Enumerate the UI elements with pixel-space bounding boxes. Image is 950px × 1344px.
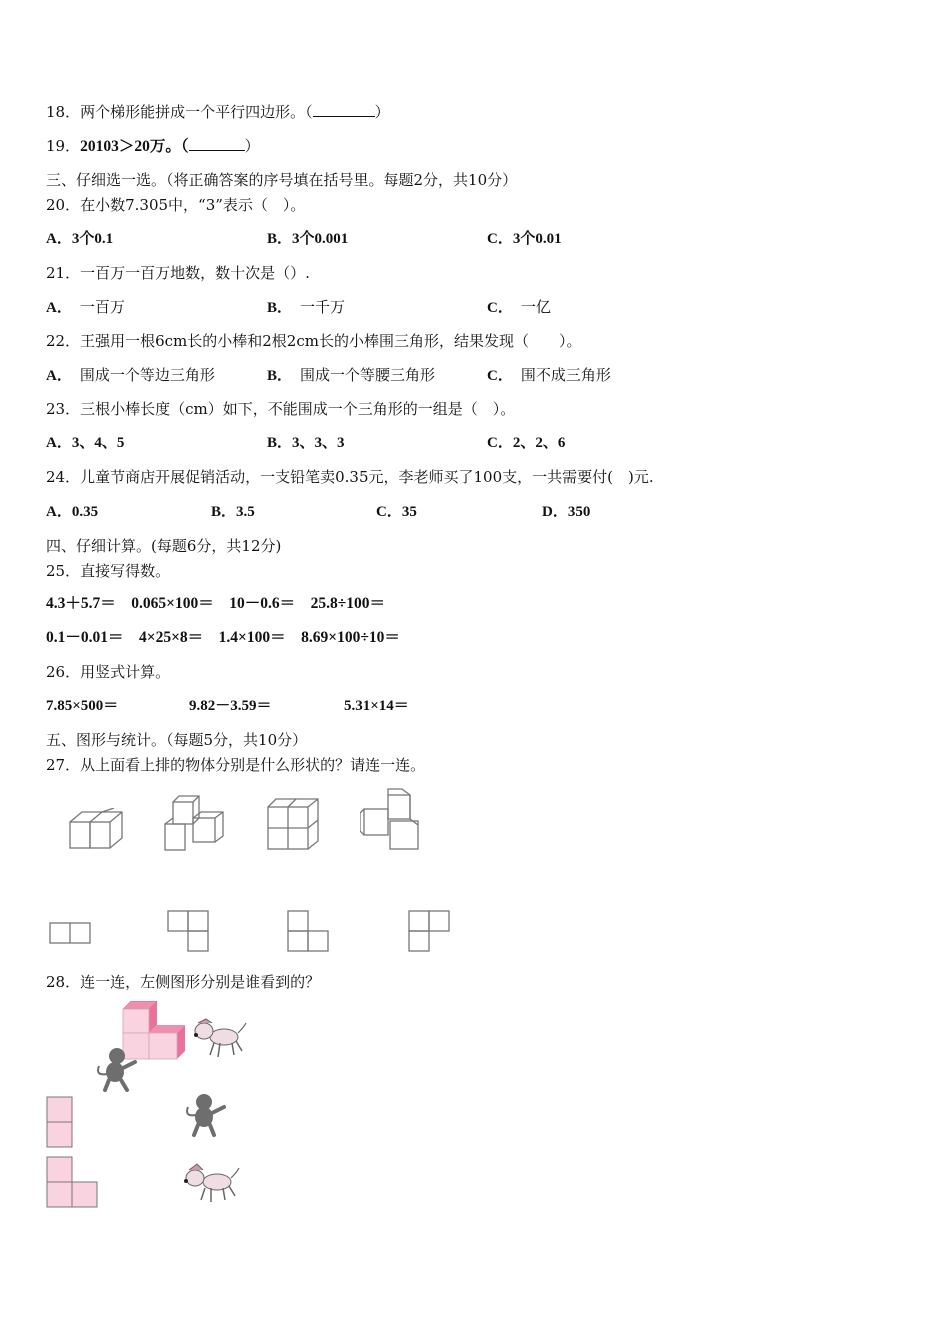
option-text: 3个0.001 bbox=[292, 231, 349, 247]
q24-option-b[interactable] bbox=[211, 502, 255, 522]
q26-item-2: 9.82－3.59＝ bbox=[189, 698, 272, 714]
q21-option-c[interactable] bbox=[487, 297, 551, 318]
q27-object-2[interactable] bbox=[163, 794, 225, 854]
q28-monkey-icon[interactable] bbox=[182, 1093, 228, 1139]
option-text: 3、3、3 bbox=[292, 435, 345, 451]
option-text: 一亿 bbox=[520, 298, 551, 316]
q19-stem: 20103＞20万。（ bbox=[80, 138, 189, 155]
option-label: C． bbox=[487, 231, 513, 247]
q21-option-a[interactable] bbox=[46, 297, 125, 318]
q28-dog-icon-top bbox=[190, 1015, 248, 1061]
q27-view-1[interactable] bbox=[49, 922, 91, 944]
option-label: A． bbox=[46, 368, 72, 384]
q26-item-1: 7.85×500＝ bbox=[46, 698, 119, 714]
q22-option-b[interactable] bbox=[267, 365, 435, 386]
option-label: A． bbox=[46, 231, 72, 247]
option-label: B． bbox=[267, 368, 293, 384]
q20-option-a[interactable] bbox=[46, 229, 113, 249]
option-label: C． bbox=[376, 504, 402, 520]
question-28-stem: 28．连一连，左侧图形分别是谁看到的？ bbox=[46, 973, 321, 991]
question-21-stem: 21．一百万一百万地数，数十次是（）. bbox=[46, 264, 310, 282]
q27-object-4[interactable] bbox=[360, 787, 424, 851]
q28-view-2[interactable] bbox=[46, 1156, 100, 1208]
q25-row-1: 4.3＋5.7＝ 0.065×100＝ 10－0.6＝ 25.8÷100＝ bbox=[46, 595, 385, 612]
q23-option-a[interactable] bbox=[46, 433, 124, 453]
q28-dog-icon[interactable] bbox=[181, 1162, 241, 1206]
section-5-title: 五、图形与统计。（每题5分，共10分） bbox=[46, 731, 308, 749]
q19-close: ） bbox=[244, 137, 260, 155]
option-label: B． bbox=[267, 300, 293, 316]
q21-option-b[interactable] bbox=[267, 297, 345, 318]
q28-view-1[interactable] bbox=[46, 1096, 74, 1148]
question-26-stem: 26．用竖式计算。 bbox=[46, 663, 171, 681]
q23-option-b[interactable] bbox=[267, 433, 345, 453]
option-text: 围成一个等边三角形 bbox=[79, 366, 215, 384]
q25-row-2: 0.1－0.01＝ 4×25×8＝ 1.4×100＝ 8.69×100÷10＝ bbox=[46, 629, 400, 646]
q23-option-c[interactable] bbox=[487, 433, 565, 453]
q27-view-4[interactable] bbox=[408, 910, 450, 952]
q24-option-d[interactable] bbox=[542, 502, 590, 522]
option-label: C． bbox=[487, 368, 513, 384]
question-19 bbox=[46, 136, 260, 157]
q18-stem: 两个梯形能拼成一个平行四边形。（ bbox=[80, 103, 313, 121]
question-20-stem: 20．在小数7.305中，“3”表示（ ）。 bbox=[46, 196, 306, 214]
q27-view-3[interactable] bbox=[287, 910, 329, 952]
option-text: 围成一个等腰三角形 bbox=[300, 366, 436, 384]
question-27-stem: 27．从上面看上排的物体分别是什么形状的？请连一连。 bbox=[46, 756, 426, 774]
option-text: 一千万 bbox=[300, 298, 346, 316]
option-label: D． bbox=[542, 504, 568, 520]
option-label: B． bbox=[267, 231, 293, 247]
question-25-stem: 25．直接写得数。 bbox=[46, 562, 171, 580]
q27-view-2[interactable] bbox=[167, 910, 209, 952]
question-23-stem: 23．三根小棒长度（cm）如下，不能围成一个三角形的一组是（ ）。 bbox=[46, 400, 516, 418]
option-label: A． bbox=[46, 504, 72, 520]
question-18 bbox=[46, 102, 390, 122]
option-text: 3.5 bbox=[236, 504, 255, 520]
section-3-title: 三、仔细选一选。（将正确答案的序号填在括号里。每题2分，共10分） bbox=[46, 171, 518, 189]
q20-option-b[interactable] bbox=[267, 229, 348, 249]
option-label: A． bbox=[46, 300, 72, 316]
option-text: 0.35 bbox=[71, 504, 99, 520]
option-text: 3、4、5 bbox=[71, 435, 125, 451]
option-text: 2、2、6 bbox=[512, 435, 566, 451]
q22-option-c[interactable] bbox=[487, 365, 611, 386]
q19-answer-blank[interactable] bbox=[189, 136, 245, 151]
q26-item-3: 5.31×14＝ bbox=[344, 698, 409, 714]
option-text: 350 bbox=[567, 504, 591, 520]
q24-option-c[interactable] bbox=[376, 502, 417, 522]
q27-object-1[interactable] bbox=[68, 808, 124, 850]
q18-answer-blank[interactable] bbox=[313, 102, 375, 117]
option-text: 35 bbox=[401, 504, 417, 520]
question-22-stem: 22．王强用一根6cm长的小棒和2根2cm长的小棒围三角形，结果发现（ ）。 bbox=[46, 332, 582, 350]
option-label: C． bbox=[487, 300, 513, 316]
question-24-stem: 24．儿童节商店开展促销活动，一支铅笔卖0.35元，李老师买了100支，一共需要付( )元. bbox=[46, 468, 654, 486]
option-text: 3个0.01 bbox=[512, 231, 562, 247]
q18-close: ） bbox=[374, 103, 390, 121]
option-label: B． bbox=[211, 504, 237, 520]
q18-text: 18． bbox=[46, 103, 81, 121]
q20-option-c[interactable] bbox=[487, 229, 562, 249]
option-label: B． bbox=[267, 435, 293, 451]
option-text: 围不成三角形 bbox=[520, 366, 611, 384]
q19-number: 19． bbox=[46, 137, 81, 155]
q28-monkey-icon-top bbox=[93, 1046, 139, 1092]
option-text: 3个0.1 bbox=[71, 231, 114, 247]
section-4-title: 四、仔细计算。(每题6分，共12分) bbox=[46, 537, 282, 555]
option-label: A． bbox=[46, 435, 72, 451]
q22-option-a[interactable] bbox=[46, 365, 215, 386]
q24-option-a[interactable] bbox=[46, 502, 98, 522]
option-label: C． bbox=[487, 435, 513, 451]
option-text: 一百万 bbox=[79, 298, 125, 316]
q27-object-3[interactable] bbox=[266, 797, 320, 851]
